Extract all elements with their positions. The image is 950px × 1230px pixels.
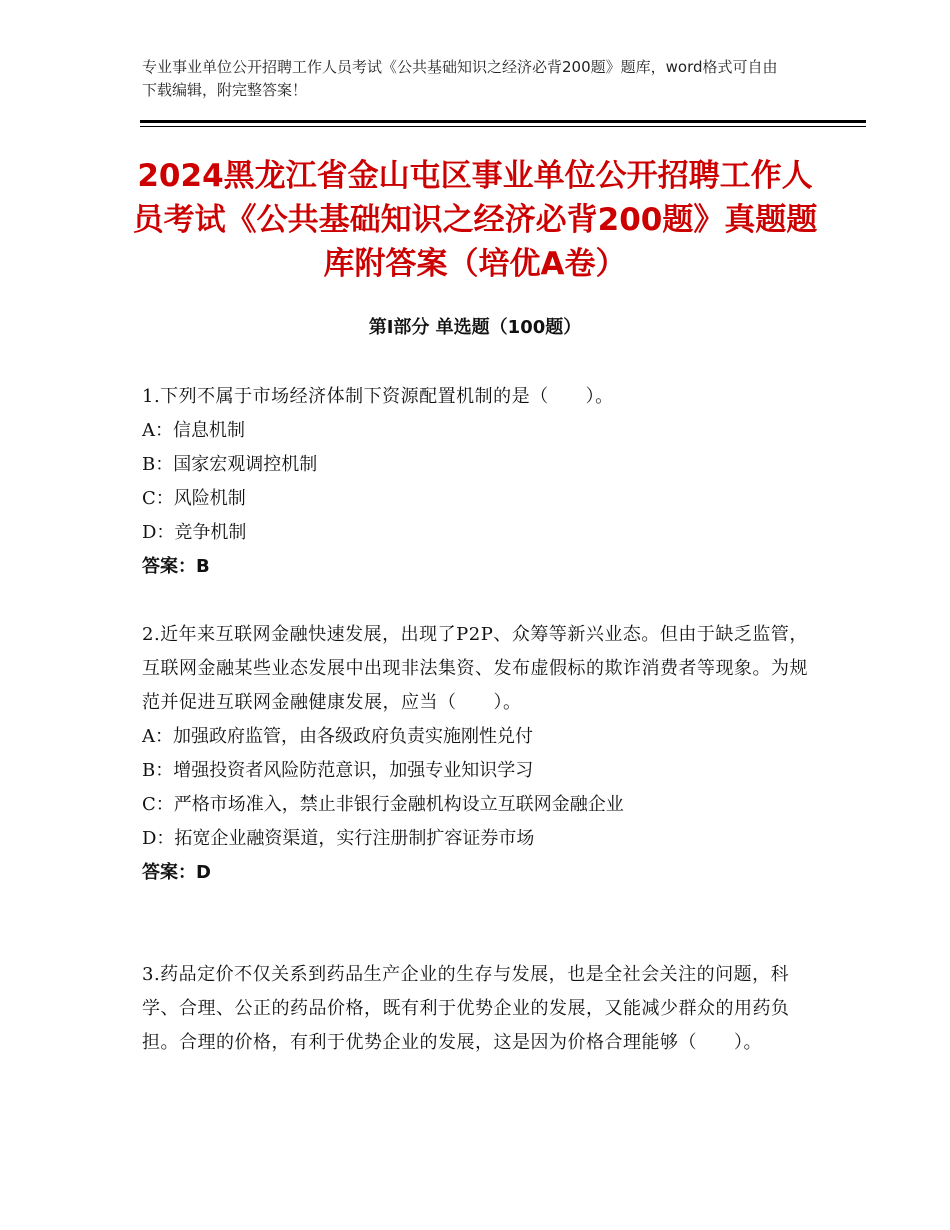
question-answer: 答案：D: [142, 862, 211, 883]
header-note: 专业事业单位公开招聘工作人员考试《公共基础知识之经济必背200题》题库，word格式可自由下载编辑，附完整答案！: [142, 58, 778, 99]
question-stem: 2.近年来互联网金融快速发展，出现了P2P、众筹等新兴业态。但由于缺乏监管，互联网金融某些业态发展中出现非法集资、发布虚假标的欺诈消费者等现象。为规范并促进互联网金融健康发展，应当（ ）。: [142, 624, 808, 713]
question-option-a: A：加强政府监管，由各级政府负责实施刚性兑付: [142, 726, 533, 747]
question-option-b: B：增强投资者风险防范意识，加强专业知识学习: [142, 760, 534, 781]
question-1: [142, 380, 810, 584]
question-2: [142, 618, 810, 890]
question-option-b: B：国家宏观调控机制: [142, 454, 318, 475]
document-title: 2024黑龙江省金山屯区事业单位公开招聘工作人员考试《公共基础知识之经济必背200题》真题题库附答案（培优A卷）: [132, 158, 818, 282]
question-3: [142, 958, 810, 1060]
header-rule-thick: [140, 120, 866, 123]
question-option-d: D：竞争机制: [142, 522, 247, 543]
header-rule-thin: [140, 126, 866, 127]
question-option-c: C：严格市场准入，禁止非银行金融机构设立互联网金融企业: [142, 794, 624, 815]
section-title: 第I部分 单选题（100题）: [368, 317, 582, 338]
question-stem: 3.药品定价不仅关系到药品生产企业的生存与发展，也是全社会关注的问题，科学、合理、公正的药品价格，既有利于优势企业的发展，又能减少群众的用药负担。合理的价格，有利于优势企业的发展，这是因为价格合理能够（ ）。: [142, 964, 790, 1053]
question-answer: 答案：B: [142, 556, 210, 577]
question-option-a: A：信息机制: [142, 420, 245, 441]
question-option-c: C：风险机制: [142, 488, 246, 509]
question-option-d: D：拓宽企业融资渠道，实行注册制扩容证券市场: [142, 828, 535, 849]
question-stem: 1.下列不属于市场经济体制下资源配置机制的是（ ）。: [142, 386, 614, 407]
